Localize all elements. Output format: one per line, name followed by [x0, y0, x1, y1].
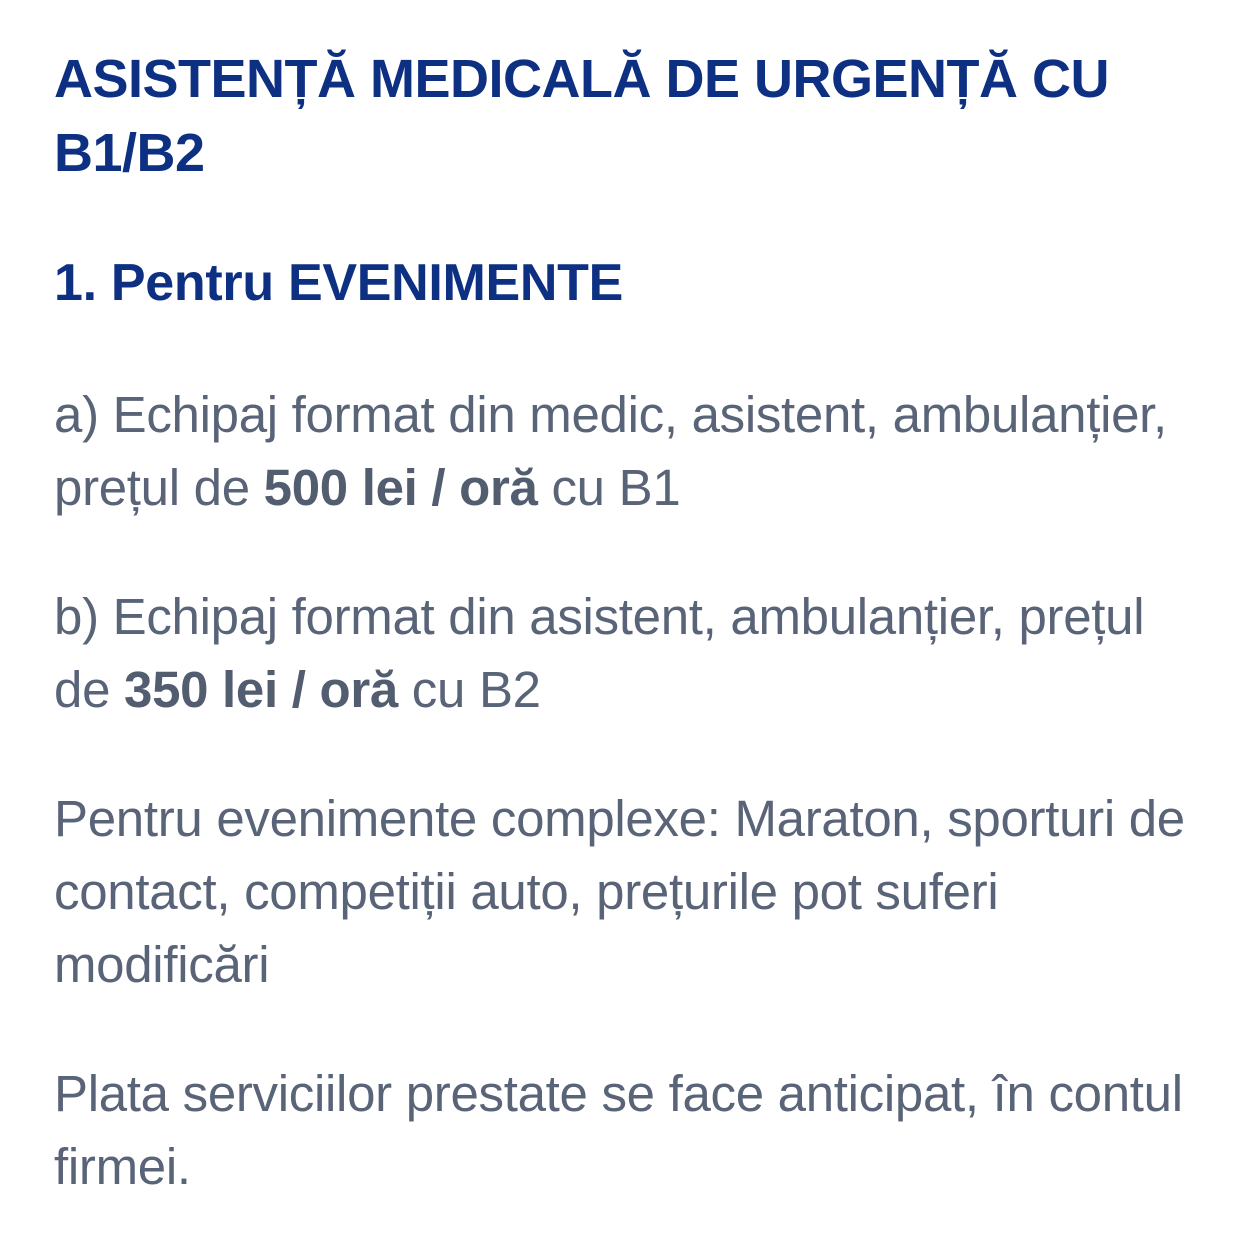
item-b-paragraph — [54, 580, 1204, 726]
item-b-suffix: cu B2 — [397, 661, 541, 718]
payment-note: Plata serviciilor prestate se face anticipat, în contul firmei. — [54, 1065, 1183, 1195]
item-b-text: b) Echipaj format din asistent, ambulanțier, prețul de — [54, 588, 1145, 718]
item-a-price: 500 lei / oră — [263, 459, 538, 516]
item-a-text: a) Echipaj format din medic, asistent, ambulanțier, prețul de — [54, 386, 1167, 516]
page-title: ASISTENȚĂ MEDICALĂ DE URGENȚĂ CU B1/B2 — [54, 49, 1110, 183]
item-b-price: 350 lei / oră — [124, 661, 398, 718]
document-content — [54, 42, 1204, 1203]
section-heading: 1. Pentru EVENIMENTE — [54, 254, 623, 312]
complex-events-note: Pentru evenimente complexe: Maraton, sporturi de contact, competiții auto, prețurile pot suferi modificări — [54, 790, 1185, 993]
item-a-paragraph — [54, 378, 1204, 524]
item-a-suffix: cu B1 — [537, 459, 681, 516]
